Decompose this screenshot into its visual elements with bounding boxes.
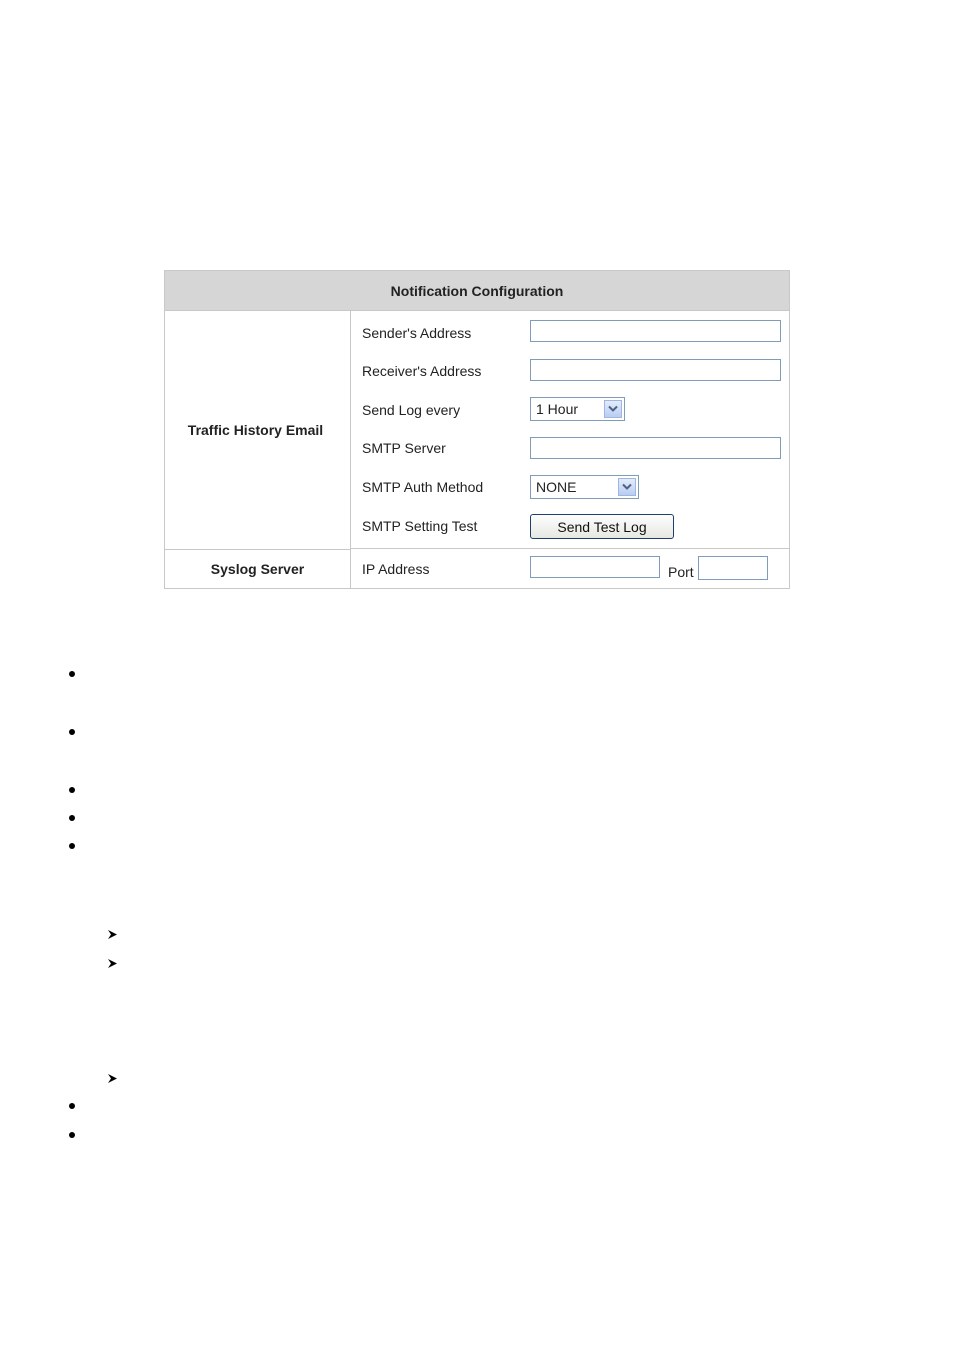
smtp-server-input[interactable] xyxy=(530,437,781,459)
disc-bullet-icon xyxy=(69,671,75,677)
smtp-setting-test-row xyxy=(352,507,789,545)
chevron-down-icon[interactable] xyxy=(604,400,622,418)
smtp-auth-method-label: SMTP Auth Method xyxy=(362,479,484,495)
smtp-setting-test-label: SMTP Setting Test xyxy=(362,518,478,534)
panel-title-text: Notification Configuration xyxy=(390,282,564,299)
disc-bullet-icon xyxy=(69,1132,75,1138)
syslog-server-label-text: Syslog Server xyxy=(210,561,305,577)
send-log-interval-value: 1 Hour xyxy=(536,401,579,417)
smtp-auth-method-select[interactable] xyxy=(530,475,639,499)
smtp-auth-method-row xyxy=(352,468,789,506)
traffic-history-email-label xyxy=(165,311,351,549)
chevron-down-icon[interactable] xyxy=(618,478,636,496)
traffic-history-email-label-text: Traffic History Email xyxy=(187,422,324,438)
arrowhead-bullet-icon xyxy=(107,1073,118,1084)
send-test-log-button[interactable]: Send Test Log xyxy=(530,514,674,539)
senders-address-input[interactable] xyxy=(530,320,781,342)
smtp-server-label: SMTP Server xyxy=(362,440,446,456)
receivers-address-row xyxy=(352,352,789,390)
disc-bullet-icon xyxy=(69,729,75,735)
arrowhead-bullet-icon xyxy=(107,929,118,940)
disc-bullet-icon xyxy=(69,787,75,793)
ip-address-label: IP Address xyxy=(362,561,430,577)
senders-address-row xyxy=(352,314,789,352)
syslog-divider xyxy=(351,548,789,549)
smtp-auth-method-value: NONE xyxy=(536,479,577,495)
disc-bullet-icon xyxy=(69,1103,75,1109)
disc-bullet-icon xyxy=(69,843,75,849)
receivers-address-input[interactable] xyxy=(530,359,781,381)
syslog-ip-row xyxy=(352,550,789,588)
notification-configuration-panel xyxy=(164,270,790,589)
port-label: Port xyxy=(668,564,694,580)
syslog-server-label xyxy=(165,549,351,588)
syslog-port-input[interactable] xyxy=(698,556,768,580)
disc-bullet-icon xyxy=(69,815,75,821)
syslog-ip-input[interactable] xyxy=(530,556,660,578)
senders-address-label: Sender's Address xyxy=(362,325,472,341)
smtp-server-row xyxy=(352,429,789,467)
send-log-every-row xyxy=(352,391,789,429)
receivers-address-label: Receiver's Address xyxy=(362,363,482,379)
send-log-interval-select[interactable] xyxy=(530,397,625,421)
arrowhead-bullet-icon xyxy=(107,958,118,969)
send-log-every-label: Send Log every xyxy=(362,402,461,418)
panel-title xyxy=(165,271,789,311)
